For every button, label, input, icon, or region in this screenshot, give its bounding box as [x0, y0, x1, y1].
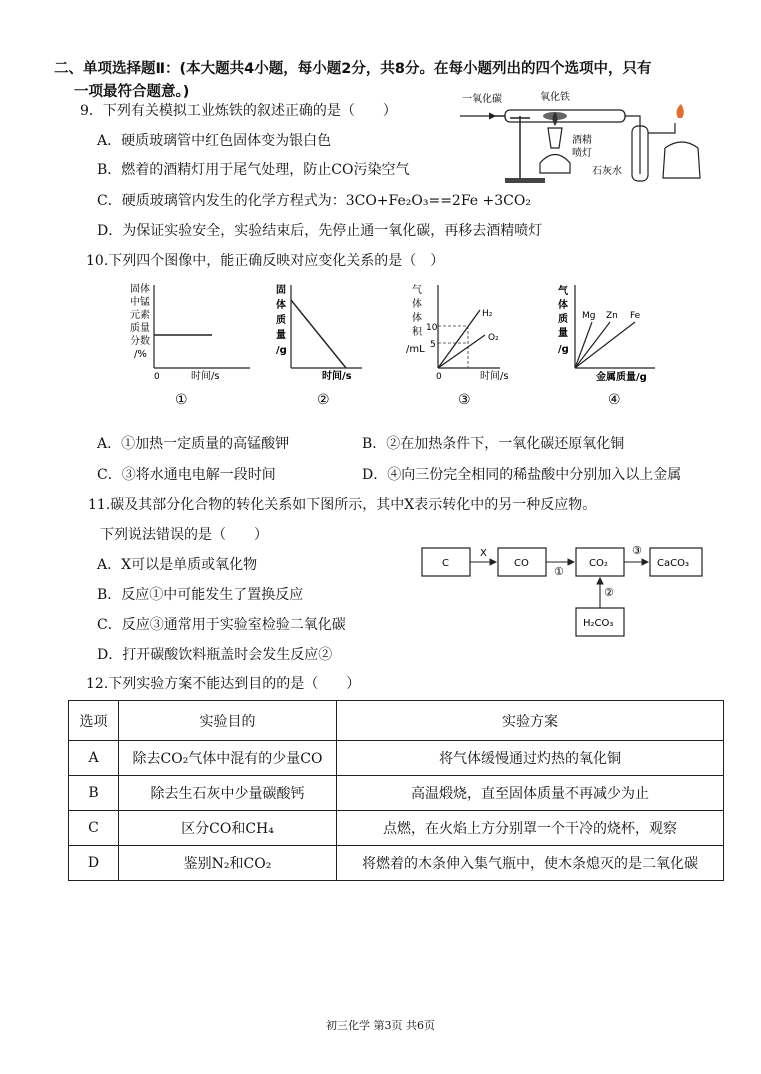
g3-xlabel: 时间/s: [480, 371, 509, 382]
node-co2: CO₂: [589, 558, 608, 569]
q11-option-b: B．反应①中可能发生了置换反应: [97, 587, 304, 603]
node-c: C: [442, 558, 449, 569]
g1-ylabel-4: 分数: [130, 336, 150, 347]
label-r2: ②: [604, 586, 614, 599]
table-row: [69, 846, 724, 881]
table-row: [69, 741, 724, 776]
q10-option-d: D．④向三份完全相同的稀盐酸中分别加入以上金属: [362, 467, 682, 483]
g2-ylabel-0: 固: [276, 285, 286, 296]
q9-apparatus: [460, 88, 715, 188]
g4-ylabel-1: 体: [558, 300, 568, 311]
g3-o2-label: O₂: [488, 333, 499, 343]
table-row: [69, 776, 724, 811]
node-caco3: CaCO₃: [657, 558, 689, 569]
node-co: CO: [514, 558, 529, 569]
row-c-purpose: 区分CO和CH₄: [119, 811, 337, 846]
row-a-purpose: 除去CO₂气体中混有的少量CO: [119, 741, 337, 776]
g3-ylabel-4: /mL: [406, 344, 425, 355]
q11-stem: 11.碳及其部分化合物的转化关系如下图所示，其中X表示转化中的另一种反应物。: [88, 497, 597, 513]
alcohol-lamp: [663, 142, 700, 178]
label-r1: ①: [554, 565, 564, 578]
row-d-purpose: 鉴别N₂和CO₂: [119, 846, 337, 881]
node-h2co3: H₂CO₃: [583, 618, 614, 629]
g3-ylabel-3: 积: [412, 327, 422, 338]
g2-xlabel: 时间/s: [322, 371, 352, 382]
graph-2-line: [291, 300, 346, 368]
fe2o3-label: 氧化铁: [540, 92, 570, 103]
q9-option-a: A．硬质玻璃管中红色固体变为银白色: [97, 133, 332, 149]
row-d-label: D: [69, 846, 119, 881]
g4-zn-label: Zn: [606, 311, 618, 321]
lamp-label-1: 酒精: [572, 135, 592, 146]
limewater-label: 石灰水: [592, 166, 622, 177]
g2-ylabel-3: 量: [276, 330, 286, 341]
g4-mg-label: Mg: [582, 311, 596, 321]
g3-num: ③: [458, 392, 471, 405]
g1-ylabel-3: 质量: [130, 323, 150, 334]
q11-option-c: C．反应③通常用于实验室检验二氧化碳: [97, 617, 346, 633]
g3-ylabel-1: 体: [412, 299, 422, 310]
q10-option-c: C．③将水通电电解一段时间: [97, 467, 276, 483]
row-c-plan: 点燃，在火焰上方分别罩一个干冷的烧杯，观察: [337, 811, 724, 846]
row-d-plan: 将燃着的木条伸入集气瓶中，使木条熄灭的是二氧化碳: [337, 846, 724, 881]
table-row: [69, 811, 724, 846]
stand-base: [505, 178, 545, 183]
q9-stem: 9．下列有关模拟工业炼铁的叙述正确的是（ ）: [80, 103, 397, 119]
table-header-row: [69, 701, 724, 741]
g4-ylabel-4: /g: [558, 344, 569, 355]
header-plan: 实验方案: [337, 701, 724, 741]
row-c-label: C: [69, 811, 119, 846]
header-purpose: 实验目的: [119, 701, 337, 741]
q10-option-b: B．②在加热条件下，一氧化碳还原氧化铜: [362, 436, 625, 452]
h2-line: [438, 310, 480, 368]
flame-icon: [677, 104, 684, 118]
g4-xlabel: 金属质量/g: [596, 372, 647, 383]
co-label: 一氧化碳: [462, 94, 502, 105]
q9-option-b: B．燃着的酒精灯用于尾气处理，防止CO污染空气: [97, 162, 410, 178]
row-b-label: B: [69, 776, 119, 811]
row-a-plan: 将气体缓慢通过灼热的氧化铜: [337, 741, 724, 776]
g4-ylabel-2: 质: [558, 314, 568, 325]
q10-stem: 10.下列四个图像中，能正确反映对应变化关系的是（ ）: [86, 253, 445, 269]
g2-ylabel-4: /g: [276, 345, 287, 356]
g4-num: ④: [608, 392, 621, 405]
header-option: 选项: [69, 701, 119, 741]
q11-sub: 下列说法错误的是（ ）: [100, 527, 268, 543]
q10-option-a: A．①加热一定质量的高锰酸钾: [97, 436, 290, 452]
q10-graphs: [100, 280, 700, 405]
g3-h2-label: H₂: [482, 309, 493, 319]
section-title-cont: 一项最符合题意。): [74, 84, 190, 100]
g4-fe-label: Fe: [630, 311, 641, 321]
g1-origin: 0: [154, 372, 160, 382]
graph-1: [130, 282, 250, 405]
alcohol-blast-lamp: [540, 155, 570, 174]
label-x: X: [480, 548, 487, 559]
row-a-label: A: [69, 741, 119, 776]
q11-option-a: A．X可以是单质或氧化物: [97, 557, 258, 573]
lamp-label-2: 喷灯: [572, 148, 592, 159]
g3-tick-10: 10: [426, 323, 438, 333]
g2-ylabel-2: 质: [276, 315, 286, 326]
g3-tick-5: 5: [430, 340, 436, 350]
q12-stem: 12.下列实验方案不能达到目的的是（ ）: [86, 676, 361, 692]
page-footer: 初三化学 第3页 共6页: [326, 1019, 435, 1032]
g3-ylabel-0: 气: [412, 285, 422, 296]
g1-ylabel-1: 中锰: [130, 297, 150, 308]
graph-2: [276, 283, 362, 405]
label-r3: ③: [632, 544, 642, 557]
graph-3: [406, 284, 509, 405]
graph-4: [558, 284, 655, 405]
row-b-purpose: 除去生石灰中少量碳酸钙: [119, 776, 337, 811]
g1-xlabel: 时间/s: [191, 371, 220, 382]
g1-ylabel-0: 固体: [130, 284, 150, 295]
g3-ylabel-2: 体: [412, 313, 422, 324]
g1-ylabel-5: /%: [134, 349, 147, 360]
g1-num: ①: [175, 392, 188, 405]
g1-ylabel-2: 元素: [130, 310, 150, 321]
q9-option-d: D．为保证实验安全，实验结束后，先停止通一氧化碳，再移去酒精喷灯: [97, 223, 543, 239]
row-b-plan: 高温煅烧，直至固体质量不再减少为止: [337, 776, 724, 811]
g3-origin: 0: [436, 372, 442, 382]
o2-line: [438, 335, 485, 368]
section-title: 二、单项选择题Ⅱ：(本大题共4小题，每小题2分，共8分。在每小题列出的四个选项中，只有: [54, 61, 652, 77]
q12-table: [68, 700, 724, 881]
q11-option-d: D．打开碳酸饮料瓶盖时会发生反应②: [97, 647, 333, 663]
g2-num: ②: [317, 392, 330, 405]
g2-ylabel-1: 体: [276, 300, 286, 311]
q9-option-c: C．硬质玻璃管内发生的化学方程式为：3CO+Fe₂O₃==2Fe +3CO₂: [97, 193, 531, 209]
g4-ylabel-0: 气: [558, 286, 568, 297]
g4-ylabel-3: 量: [558, 328, 568, 339]
q11-diagram: [410, 540, 710, 648]
